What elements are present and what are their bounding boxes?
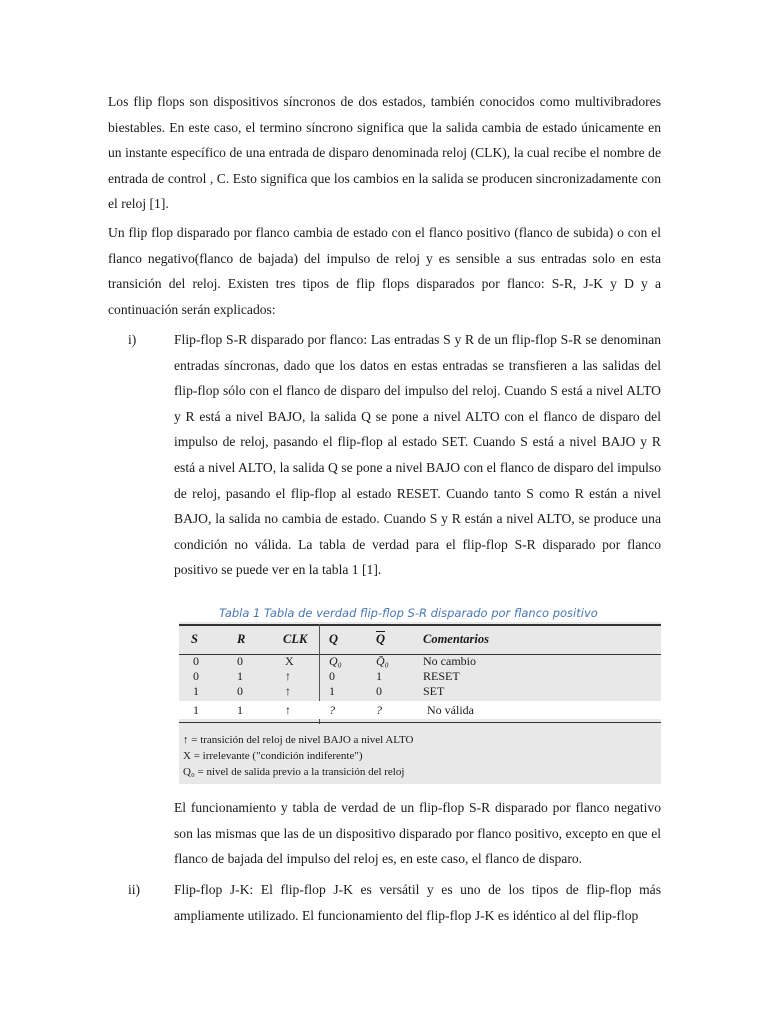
header-q: Q — [329, 632, 339, 646]
header-clk: CLK — [283, 632, 308, 646]
header-s: S — [191, 632, 198, 646]
table-rule — [179, 722, 661, 723]
truth-table-figure — [179, 604, 661, 784]
table-row: 0 0 X Q₀ Q̄₀ No cambio — [193, 654, 476, 668]
table-row: 1 0 ↑ 1 0 SET — [193, 684, 445, 698]
list-item-text: Flip-flop J-K: El flip-flop J-K es versátil y es uno de los tipos de flip-flop más ampliamente utilizado. El funcionamiento del flip-flop J-K es idéntico al del flip-flop — [174, 882, 661, 923]
table-header — [179, 624, 661, 655]
list-item-text: Flip-flop S-R disparado por flanco: Las entradas S y R de un flip-flop S-R se denominan entradas síncronas, dado que los datos en estas entradas se transfieren a las salidas del flip-flop sólo con el flanco de disparo del impulso del reloj. Cuando S está a nivel ALTO y R está a nivel BAJO, la salida Q se pone a nivel ALTO con el flanco de disparo del impulso de reloj, pasando el flip-flop al estado SET. Cuando S está a nivel BAJO y R está a nivel ALTO, la salida Q se pone a nivel BAJO con el flanco de disparo del impulso de reloj, pasando el flip-flop al estado RESET. Cuando tanto S como R están a nivel BAJO, la salida no cambia de estado. Cuando S y R están a nivel ALTO, se produce una condición no válida. La tabla de verdad para el flip-flop S-R disparado por flanco positivo se puede ver en la tabla 1 [1]. — [174, 332, 661, 578]
list-marker: ii) — [128, 882, 141, 897]
header-comments: Comentarios — [423, 632, 489, 646]
header-r: R — [237, 632, 246, 646]
table-caption: Tabla 1 Tabla de verdad flip-flop S-R disparado por flanco positivo — [179, 604, 661, 622]
list-marker: i) — [128, 332, 137, 347]
table-row: 1 1 ↑ ? ? No válida — [179, 701, 661, 719]
table-note: ↑ = transición del reloj de nivel BAJO a nivel ALTO — [183, 734, 414, 746]
paragraph-intro: Los flip flops son dispositivos síncronos de dos estados, también conocidos como multivibradores biestables. En este caso, el termino síncrono significa que la salida cambia de estado únicamente en un instante específico de una entrada de disparo denominada reloj (CLK), la cual recibe el nombre de entrada de control , C. Esto significa que los cambios en la salida se producen sincronizadamente con el reloj [1]. — [108, 94, 661, 212]
table-row: 0 1 ↑ 0 1 RESET — [193, 669, 460, 683]
header-q-bar: $\overline{Q}$ — [376, 632, 386, 646]
paragraph-negative-edge: El funcionamiento y tabla de verdad de un flip-flop S-R disparado por flanco negativo son las mismas que las de un dispositivo disparado por flanco positivo, excepto en que el flanco de bajada del impulso del reloj es, en este caso, el flanco de disparo. — [174, 800, 661, 867]
table-note: Q₀ = nivel de salida previo a la transición del reloj — [183, 766, 405, 778]
table-note: X = irrelevante ("condición indiferente") — [183, 750, 363, 762]
paragraph-edge-triggered: Un flip flop disparado por flanco cambia de estado con el flanco positivo (flanco de subida) o con el flanco negativo(flanco de bajada) del impulso de reloj y es sensible a sus entradas solo en esta transición del reloj. Existen tres tipos de flip flops disparados por flanco: S-R, J-K y D y a continuación serán explicados: — [108, 225, 661, 317]
